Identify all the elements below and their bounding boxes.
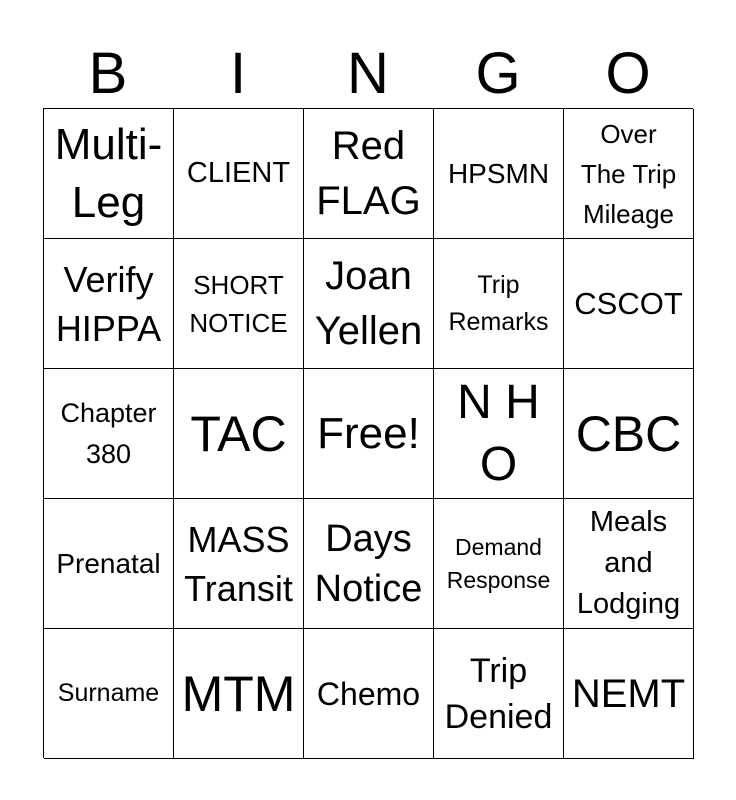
bingo-cell-client[interactable]: CLIENT [174, 109, 304, 239]
bingo-cell-prenatal[interactable]: Prenatal [44, 499, 174, 629]
header-letter-b: B [88, 41, 128, 106]
bingo-cell-nho[interactable]: N H O [434, 369, 564, 499]
bingo-cell-hpsmn[interactable]: HPSMN [434, 109, 564, 239]
header-letter-n: N [347, 41, 389, 106]
bingo-cell-nemt[interactable]: NEMT [564, 629, 694, 759]
bingo-cell-surname[interactable]: Surname [44, 629, 174, 759]
bingo-header [43, 40, 693, 108]
header-letter-o: O [605, 41, 651, 106]
bingo-cell-multi-leg[interactable]: Multi- Leg [44, 109, 174, 239]
bingo-cell-red-flag[interactable]: Red FLAG [304, 109, 434, 239]
bingo-cell-trip-denied[interactable]: Trip Denied [434, 629, 564, 759]
bingo-cell-demand-response[interactable]: Demand Response [434, 499, 564, 629]
header-letter-g: G [475, 41, 521, 106]
bingo-cell-cbc[interactable]: CBC [564, 369, 694, 499]
bingo-cell-mass-transit[interactable]: MASS Transit [174, 499, 304, 629]
bingo-cell-free[interactable]: Free! [304, 369, 434, 499]
bingo-cell-cscot[interactable]: CSCOT [564, 239, 694, 369]
bingo-cell-chemo[interactable]: Chemo [304, 629, 434, 759]
bingo-cell-mtm[interactable]: MTM [174, 629, 304, 759]
bingo-cell-chapter-380[interactable]: Chapter 380 [44, 369, 174, 499]
bingo-cell-short-notice[interactable]: SHORT NOTICE [174, 239, 304, 369]
bingo-card-grid [43, 108, 693, 758]
bingo-cell-over-the-trip-mileage[interactable]: Over The Trip Mileage [564, 109, 694, 239]
bingo-cell-joan-yellen[interactable]: Joan Yellen [304, 239, 434, 369]
bingo-cell-trip-remarks[interactable]: Trip Remarks [434, 239, 564, 369]
bingo-cell-days-notice[interactable]: Days Notice [304, 499, 434, 629]
bingo-cell-meals-and-lodging[interactable]: Meals and Lodging [564, 499, 694, 629]
bingo-cell-verify-hippa[interactable]: Verify HIPPA [44, 239, 174, 369]
header-letter-i: I [229, 41, 247, 106]
bingo-cell-tac[interactable]: TAC [174, 369, 304, 499]
